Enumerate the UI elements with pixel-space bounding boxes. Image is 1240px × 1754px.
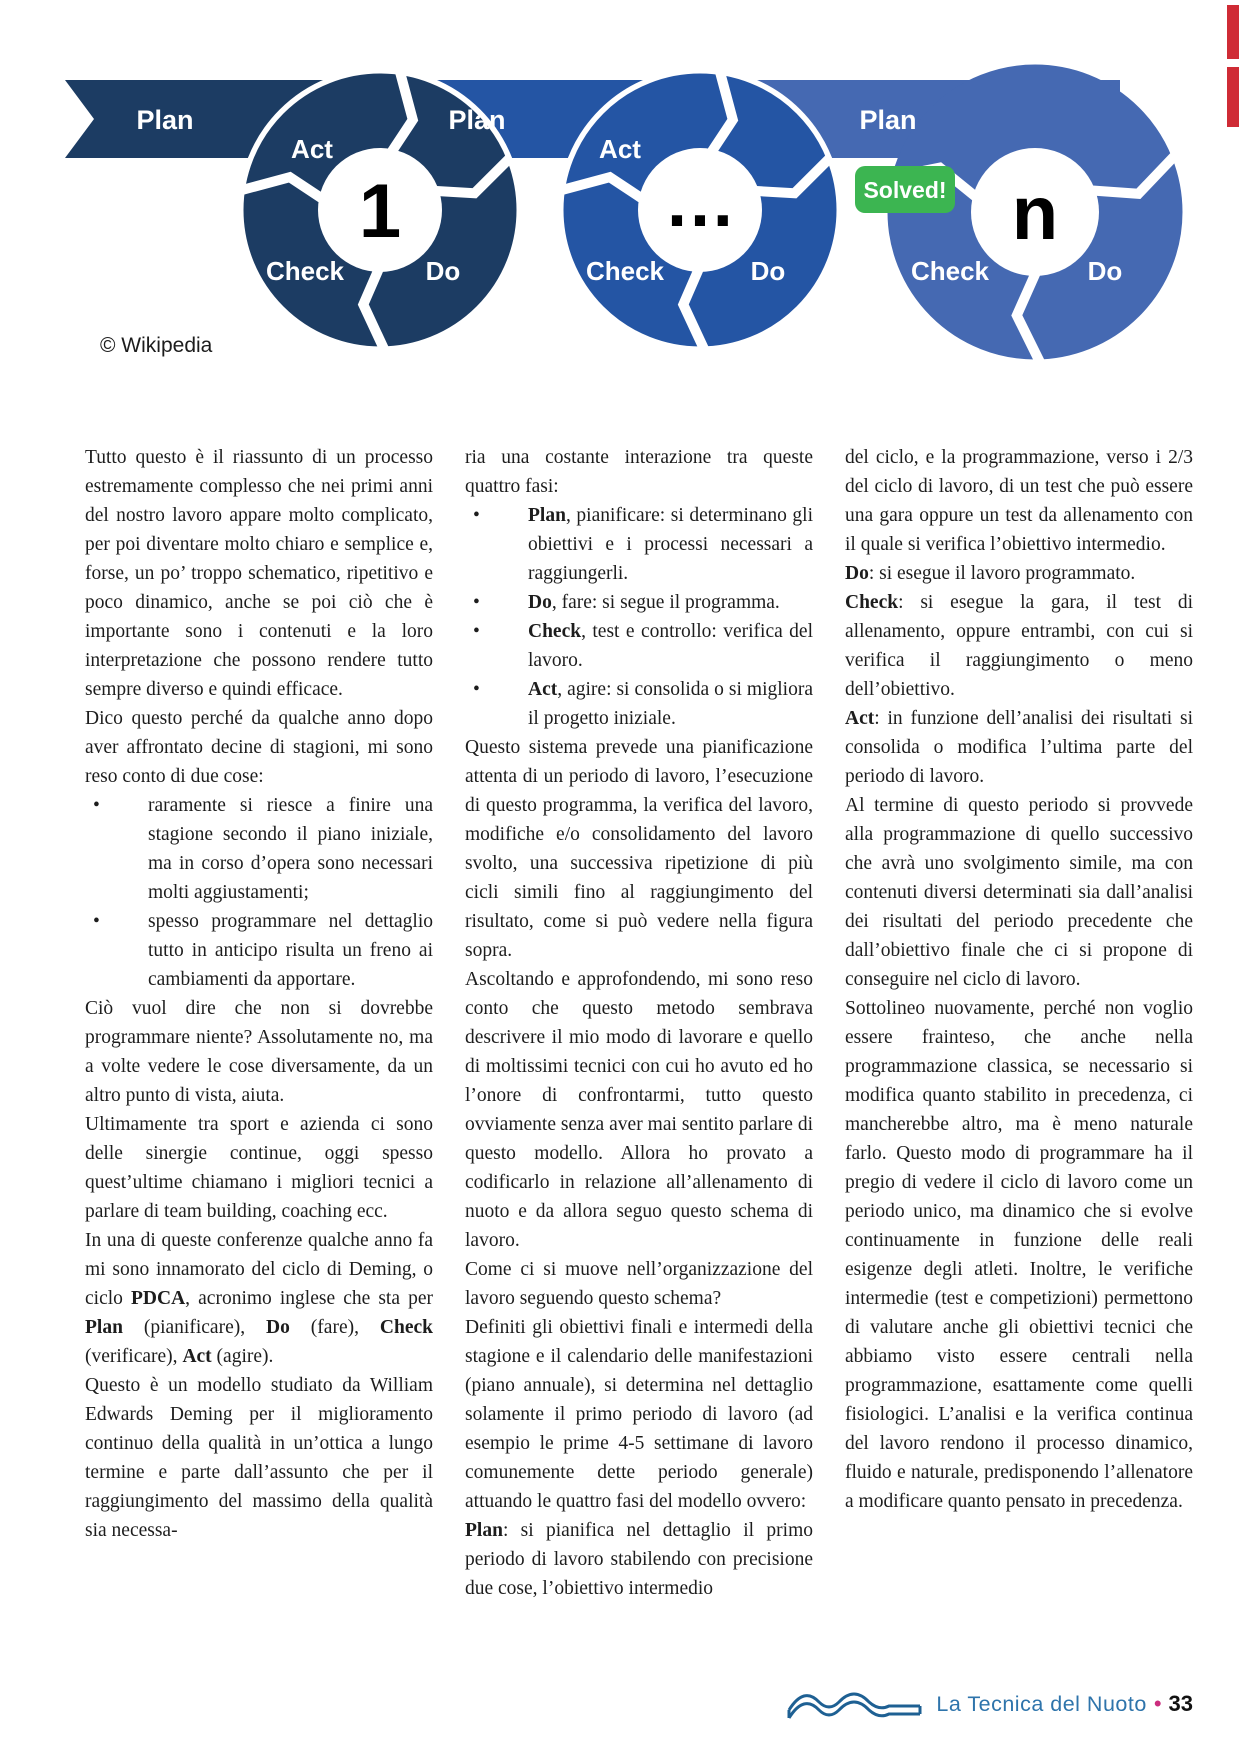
figure-caption: © Wikipedia bbox=[100, 334, 213, 357]
bullet-item bbox=[85, 907, 433, 994]
paragraph: ria una costante interazione tra queste quattro fasi: bbox=[465, 447, 813, 497]
article-column-3 bbox=[845, 443, 1193, 1516]
paragraph: In una di queste conferenze qualche anno fa mi sono innamorato del ciclo di Deming, o ciclo PDCA, acronimo inglese che sta per Plan (pianificare), Do (fare), Check (verificare), Act (agire). bbox=[85, 1230, 433, 1367]
article-column-1 bbox=[85, 443, 433, 1545]
bullet-marker: • bbox=[93, 911, 100, 932]
page-number: 33 bbox=[1168, 1691, 1193, 1716]
magazine-name: La Tecnica del Nuoto bbox=[936, 1691, 1147, 1716]
paragraph: Do: si esegue il lavoro programmato. bbox=[845, 563, 1136, 584]
bullet-text: Check, test e controllo: verifica del lavoro. bbox=[528, 621, 813, 671]
print-mark-top bbox=[1227, 5, 1239, 59]
paragraph: Check: si esegue la gara, il test di allenamento, oppure entrambi, con cui si verifica il raggiungimento o meno dell’obiettivo. bbox=[845, 592, 1193, 700]
wheel-3-label-check: Check bbox=[910, 256, 990, 286]
paragraph: Plan: si pianifica nel dettaglio il primo periodo di lavoro stabilendo con precisione due cose, l’obiettivo intermedio bbox=[465, 1520, 813, 1599]
paragraph: Tutto questo è il riassunto di un processo estremamente complesso che nei primi anni del nostro lavoro appare molto complicato, per poi diventare molto chiaro e semplice e, forse, un po’ troppo schematico, ripetitivo e poco dinamico, anche se poi ciò che è importante sono i contenuti e la loro interpretazione che possono rendere tutto sempre diverso e quindi efficace. bbox=[85, 447, 433, 700]
wheel-2-label-check: Check bbox=[585, 256, 665, 286]
wheel-2-label-plan: Plan bbox=[448, 105, 506, 135]
bullet-item bbox=[85, 791, 433, 907]
print-mark-bottom bbox=[1227, 67, 1239, 127]
page-footer bbox=[784, 1682, 1193, 1726]
bullet-marker: • bbox=[473, 505, 480, 526]
paragraph: Act: in funzione dell’analisi dei risultati si consolida o modifica l’ultima parte del periodo di lavoro. bbox=[845, 708, 1193, 787]
solved-badge bbox=[855, 166, 955, 213]
wheel-3-label-plan: Plan bbox=[859, 105, 917, 135]
bullet-text: Plan, pianificare: si determinano gli obiettivi e i processi necessari a raggiungerli. bbox=[528, 505, 813, 584]
bullet-text: Act, agire: si consolida o si migliora il progetto iniziale. bbox=[528, 679, 813, 729]
paragraph: Ascoltando e approfondendo, mi sono reso conto che questo metodo sembrava descrivere il mio modo di lavorare e quello di moltissimi tecnici con cui ho avuto ed ho l’onore di confrontarmi, tutto questo ovviamente senza aver mai sentito parlare di questo modello. Allora ho provato a codificarlo in relazione all’allenamento di nuoto e da allora seguo questo schema di lavoro. bbox=[465, 969, 813, 1251]
wheel-1-label-act: Act bbox=[291, 134, 333, 164]
wheel-1-label-plan: Plan bbox=[136, 105, 194, 135]
wheel-2-number: … bbox=[664, 162, 736, 242]
paragraph: Ciò vuol dire che non si dovrebbe programmare niente? Assolutamente no, ma a volte vedere le cose diversamente, da un altro punto di vista, aiuta. bbox=[85, 998, 433, 1106]
bullet-item bbox=[465, 675, 813, 733]
article-column-2 bbox=[465, 443, 813, 1603]
paragraph: Sottolineo nuovamente, perché non voglio essere frainteso, che anche nella programmazione classica, se necessario si modifica quanto stabilito in precedenza, ci mancherebbe altro, ma è meno naturale farlo. Questo modo di programmare ha il pregio di vedere il ciclo di lavoro come un periodo unico, ma dinamico che si evolve continuamente in funzione delle reali esigenze degli atleti. Inoltre, le verifiche intermedie (test e competizioni) permettono di valutare anche gli obiettivi tecnici che abbiamo visto essere centrali nella programmazione, esattamente come quelli fisiologici. L’analisi e la verifica continua del lavoro rendono il processo dinamico, fluido e naturale, predisponendo l’allenatore a modificare quanto pensato in precedenza. bbox=[845, 998, 1193, 1512]
bullet-text: Do, fare: si segue il programma. bbox=[528, 592, 780, 613]
bullet-marker: • bbox=[473, 621, 480, 642]
wheel-2-label-act: Act bbox=[599, 134, 641, 164]
wheel-1-number: 1 bbox=[358, 169, 402, 254]
wheel-1-label-do: Do bbox=[425, 256, 461, 286]
paragraph: Questo sistema prevede una pianificazione attenta di un periodo di lavoro, l’esecuzione di questo programma, la verifica del lavoro, modifiche e/o consolidamento del lavoro svolto, una successiva ripetizione di più cicli simili fino al raggiungimento del risultato, come si può vedere nella figura sopra. bbox=[465, 737, 813, 961]
bullet-marker: • bbox=[473, 679, 480, 700]
wheel-2-label-do: Do bbox=[750, 256, 786, 286]
bullet-item bbox=[465, 617, 813, 675]
bullet-marker: • bbox=[473, 592, 480, 613]
wheel-1-label-check: Check bbox=[265, 256, 345, 286]
paragraph: Come ci si muove nell’organizzazione del lavoro seguendo questo schema? bbox=[465, 1259, 813, 1309]
wheel-3-number: n bbox=[1011, 171, 1059, 256]
pdca-wheel-3 bbox=[859, 105, 1175, 363]
footer-separator-dot: • bbox=[1153, 1691, 1162, 1716]
paragraph: Definiti gli obiettivi finali e intermedi della stagione e il calendario delle manifestazioni (piano annuale), si determina nel dettaglio solamente il primo periodo di lavoro (ad esempio le prime 4-5 settimane di lavoro comunemente dette periodo generale) attuando le quattro fasi del modello ovvero: bbox=[465, 1317, 813, 1512]
bullet-text: spesso programmare nel dettaglio tutto in anticipo risulta un freno ai cambiamenti da apportare. bbox=[148, 911, 433, 990]
paragraph: Dico questo perché da qualche anno dopo aver affrontato decine di stagioni, mi sono reso conto di due cose: bbox=[85, 708, 433, 787]
paragraph: Ultimamente tra sport e azienda ci sono delle sinergie continue, oggi spesso quest’ultime chiamano i migliori tecnici a parlare di team building, coaching ecc. bbox=[85, 1114, 433, 1222]
wheel-3-label-do: Do bbox=[1087, 256, 1123, 286]
wave-logo-icon bbox=[784, 1682, 926, 1726]
paragraph: Questo è un modello studiato da William Edwards Deming per il miglioramento continuo della qualità in un’ottica a lungo termine e parte dall’assunto che per il raggiungimento del massimo della qualità sia necessa- bbox=[85, 1375, 433, 1541]
solved-badge-label: Solved! bbox=[863, 177, 947, 203]
bullet-text: raramente si riesce a finire una stagione secondo il piano iniziale, ma in corso d’opera sono necessari molti aggiustamenti; bbox=[148, 795, 433, 903]
bullet-item bbox=[465, 588, 813, 617]
paragraph: Al termine di questo periodo si provvede alla programmazione di quello successivo che avrà uno svolgimento simile, ma con contenuti diversi determinati sia dall’analisi dei risultati del periodo precedente che dall’obiettivo finale che ci si propone di conseguire nel ciclo di lavoro. bbox=[845, 795, 1193, 990]
bullet-marker: • bbox=[93, 795, 100, 816]
paragraph: del ciclo, e la programmazione, verso i 2/3 del ciclo di lavoro, di un test che può essere una gara oppure un test da allenamento con il quale si verifica l’obiettivo intermedio. bbox=[845, 447, 1193, 555]
bullet-item bbox=[465, 501, 813, 588]
